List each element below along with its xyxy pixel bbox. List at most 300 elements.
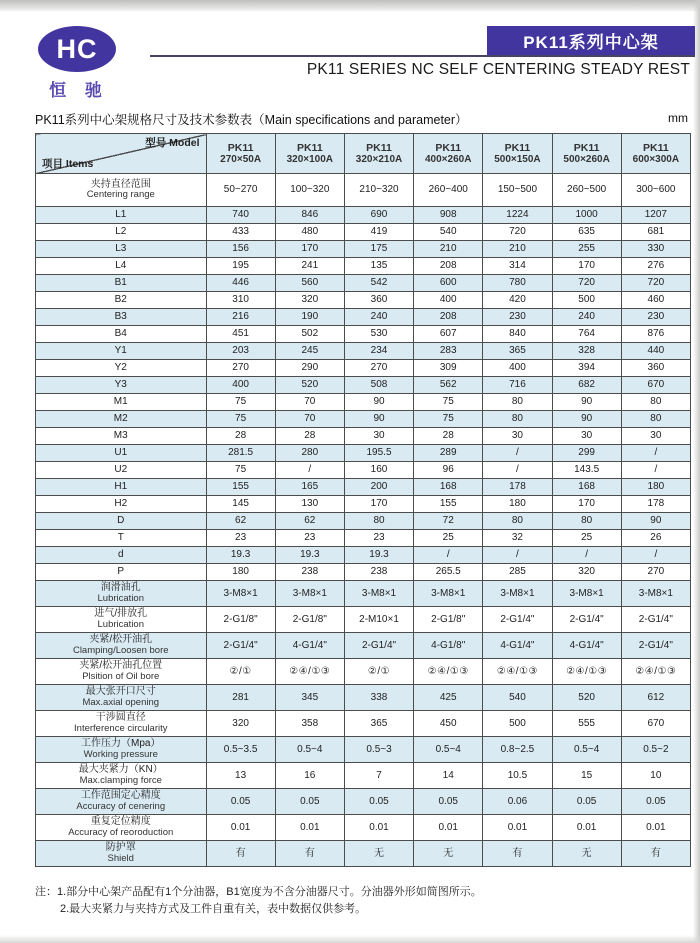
spec-value-cell: 240: [552, 309, 621, 326]
row-label-cn: 干涉圆直径: [95, 712, 146, 724]
spec-value-cell: 10.5: [483, 763, 552, 789]
spec-value-cell: 740: [206, 207, 275, 224]
spec-value-cell: 150~500: [483, 174, 552, 207]
row-label: M2: [36, 411, 207, 428]
row-label: B4: [36, 326, 207, 343]
spec-value-cell: 328: [552, 343, 621, 360]
spec-value-cell: 30: [344, 428, 413, 445]
table-row: [36, 547, 691, 564]
spec-value-cell: 155: [206, 479, 275, 496]
spec-value-cell: 3-M8×1: [621, 581, 690, 607]
spec-value-cell: ②④/①③: [621, 659, 690, 685]
spec-value-cell: 555: [552, 711, 621, 737]
spec-value-cell: 178: [483, 479, 552, 496]
spec-value-cell: 260~400: [414, 174, 483, 207]
row-label-en: Clamping/Loosen bore: [72, 644, 169, 656]
unit-label: mm: [668, 111, 688, 125]
series-subtitle: PK11 SERIES NC SELF CENTERING STEADY REST: [306, 61, 690, 78]
corner-model-label: 型号 Model: [145, 137, 200, 149]
spec-value-cell: /: [483, 462, 552, 479]
model-name: PK11: [296, 141, 323, 154]
spec-value-cell: 28: [414, 428, 483, 445]
model-column-header: [483, 134, 552, 174]
spec-value-cell: 2-M10×1: [344, 607, 413, 633]
row-label-en: Accuracy of reoroduction: [68, 826, 174, 838]
table-row: [36, 326, 691, 343]
spec-value-cell: 600: [414, 275, 483, 292]
row-label-cn: 润滑油孔: [100, 582, 141, 594]
row-label: [36, 789, 207, 815]
spec-value-cell: 446: [206, 275, 275, 292]
row-label-en: Lubrication: [97, 592, 144, 604]
spec-value-cell: 0.05: [621, 789, 690, 815]
spec-value-cell: 3-M8×1: [414, 581, 483, 607]
spec-value-cell: 30: [483, 428, 552, 445]
row-label: B2: [36, 292, 207, 309]
spec-value-cell: 682: [552, 377, 621, 394]
spec-value-cell: 3-M8×1: [206, 581, 275, 607]
spec-value-cell: 75: [414, 394, 483, 411]
spec-value-cell: 62: [275, 513, 344, 530]
row-label: T: [36, 530, 207, 547]
footnotes: [35, 884, 482, 918]
row-label-en: Shield: [107, 852, 134, 864]
row-label: P: [36, 564, 207, 581]
spec-value-cell: 有: [621, 841, 690, 867]
table-row: [36, 815, 691, 841]
table-row: [36, 763, 691, 789]
header-divider: [150, 55, 695, 57]
spec-value-cell: 70: [275, 394, 344, 411]
spec-value-cell: 562: [414, 377, 483, 394]
spec-value-cell: 145: [206, 496, 275, 513]
spec-value-cell: /: [483, 547, 552, 564]
spec-value-cell: 156: [206, 241, 275, 258]
row-label: B1: [36, 275, 207, 292]
row-label: [36, 841, 207, 867]
spec-value-cell: 170: [552, 496, 621, 513]
spec-value-cell: 508: [344, 377, 413, 394]
spec-value-cell: 14: [414, 763, 483, 789]
row-label: [36, 607, 207, 633]
model-column-header: [621, 134, 690, 174]
row-label-en: Accuracy of cenering: [76, 800, 166, 812]
spec-value-cell: 75: [206, 411, 275, 428]
model-size: 500×150A: [494, 153, 541, 165]
model-size: 320×100A: [286, 153, 334, 165]
spec-value-cell: 135: [344, 258, 413, 275]
spec-value-cell: 0.06: [483, 789, 552, 815]
row-label: Y1: [36, 343, 207, 360]
row-label-cn: 夹紧/松开油孔位置: [79, 660, 163, 672]
model-size: 600×300A: [632, 153, 680, 165]
spec-value-cell: 840: [483, 326, 552, 343]
spec-value-cell: 208: [414, 309, 483, 326]
spec-value-cell: 400: [414, 292, 483, 309]
spec-value-cell: 764: [552, 326, 621, 343]
spec-value-cell: 670: [621, 711, 690, 737]
spec-value-cell: 3-M8×1: [483, 581, 552, 607]
spec-value-cell: 720: [621, 275, 690, 292]
row-label: d: [36, 547, 207, 564]
spec-value-cell: 3-M8×1: [275, 581, 344, 607]
spec-value-cell: 96: [414, 462, 483, 479]
spec-value-cell: 320: [552, 564, 621, 581]
spec-value-cell: 2-G1/4": [483, 607, 552, 633]
spec-value-cell: 338: [344, 685, 413, 711]
spec-value-cell: 281.5: [206, 445, 275, 462]
table-row: [36, 685, 691, 711]
spec-value-cell: 32: [483, 530, 552, 547]
spec-value-cell: 1207: [621, 207, 690, 224]
table-row: [36, 275, 691, 292]
row-label-en: Centering range: [86, 189, 155, 201]
table-row: [36, 428, 691, 445]
spec-value-cell: 16: [275, 763, 344, 789]
spec-value-cell: 0.5~4: [552, 737, 621, 763]
spec-value-cell: 234: [344, 343, 413, 360]
spec-value-cell: /: [414, 547, 483, 564]
spec-value-cell: 908: [414, 207, 483, 224]
spec-value-cell: 80: [621, 411, 690, 428]
spec-value-cell: ②/①: [344, 659, 413, 685]
spec-value-cell: 309: [414, 360, 483, 377]
spec-value-cell: 358: [275, 711, 344, 737]
spec-value-cell: 4-G1/4": [483, 633, 552, 659]
spec-value-cell: 130: [275, 496, 344, 513]
spec-value-cell: 7: [344, 763, 413, 789]
spec-value-cell: 90: [344, 394, 413, 411]
spec-value-cell: 520: [552, 685, 621, 711]
spec-value-cell: 540: [414, 224, 483, 241]
spec-value-cell: 80: [344, 513, 413, 530]
row-label: [36, 685, 207, 711]
spec-value-cell: 210: [483, 241, 552, 258]
spec-value-cell: 285: [483, 564, 552, 581]
spec-value-cell: 300~600: [621, 174, 690, 207]
spec-value-cell: 0.5~4: [414, 737, 483, 763]
table-row: [36, 789, 691, 815]
logo-chinese-name: 恒 驰: [49, 81, 109, 100]
footnote-2: 2.最大夹紧力与夹持方式及工件自重有关，表中数据仅供参考。: [60, 903, 367, 916]
spec-value-cell: /: [275, 462, 344, 479]
spec-value-cell: 360: [621, 360, 690, 377]
spec-value-cell: 180: [621, 479, 690, 496]
row-label: L2: [36, 224, 207, 241]
row-label-en: Interference circularity: [74, 722, 168, 734]
spec-value-cell: 2-G1/4": [621, 633, 690, 659]
row-label: L1: [36, 207, 207, 224]
spec-value-cell: 450: [414, 711, 483, 737]
spec-value-cell: 0.5~3: [344, 737, 413, 763]
row-label: [36, 763, 207, 789]
spec-value-cell: 180: [206, 564, 275, 581]
spec-value-cell: 0.01: [552, 815, 621, 841]
scan-edge-right: [693, 0, 700, 943]
spec-value-cell: 607: [414, 326, 483, 343]
spec-value-cell: 30: [552, 428, 621, 445]
spec-value-cell: 330: [621, 241, 690, 258]
scan-edge-bottom: [0, 935, 700, 943]
spec-value-cell: 540: [483, 685, 552, 711]
row-label: [36, 815, 207, 841]
row-label-en: Lubrication: [97, 618, 144, 630]
spec-value-cell: 19.3: [275, 547, 344, 564]
spec-value-cell: 365: [344, 711, 413, 737]
table-row: [36, 479, 691, 496]
table-row: [36, 711, 691, 737]
spec-value-cell: 无: [552, 841, 621, 867]
spec-value-cell: 289: [414, 445, 483, 462]
spec-value-cell: /: [621, 445, 690, 462]
spec-value-cell: 530: [344, 326, 413, 343]
spec-value-cell: 13: [206, 763, 275, 789]
spec-value-cell: 1224: [483, 207, 552, 224]
spec-value-cell: 2-G1/4": [621, 607, 690, 633]
scan-edge-top: [0, 0, 700, 11]
spec-table: [35, 133, 691, 867]
spec-value-cell: 314: [483, 258, 552, 275]
model-name: PK11: [227, 141, 254, 154]
table-row: [36, 496, 691, 513]
spec-value-cell: 165: [275, 479, 344, 496]
spec-value-cell: 612: [621, 685, 690, 711]
row-label-en: Working pressure: [83, 748, 158, 760]
row-label: [36, 711, 207, 737]
spec-value-cell: 80: [483, 513, 552, 530]
spec-value-cell: 283: [414, 343, 483, 360]
spec-value-cell: 310: [206, 292, 275, 309]
spec-value-cell: /: [483, 445, 552, 462]
spec-value-cell: 170: [275, 241, 344, 258]
spec-value-cell: 90: [552, 411, 621, 428]
table-row: [36, 343, 691, 360]
spec-value-cell: 345: [275, 685, 344, 711]
spec-value-cell: 433: [206, 224, 275, 241]
spec-value-cell: 0.5~3.5: [206, 737, 275, 763]
spec-value-cell: 451: [206, 326, 275, 343]
model-column-header: [206, 134, 275, 174]
table-row: [36, 581, 691, 607]
spec-value-cell: 25: [414, 530, 483, 547]
spec-value-cell: 155: [414, 496, 483, 513]
spec-value-cell: 260~500: [552, 174, 621, 207]
table-row: [36, 659, 691, 685]
spec-value-cell: 846: [275, 207, 344, 224]
row-label: M3: [36, 428, 207, 445]
spec-value-cell: 238: [344, 564, 413, 581]
spec-value-cell: ②/①: [206, 659, 275, 685]
spec-value-cell: 290: [275, 360, 344, 377]
table-row: [36, 607, 691, 633]
spec-value-cell: 635: [552, 224, 621, 241]
row-label: H2: [36, 496, 207, 513]
spec-value-cell: 19.3: [344, 547, 413, 564]
row-label-cn: 工作范围定心精度: [80, 790, 161, 802]
spec-value-cell: 542: [344, 275, 413, 292]
spec-value-cell: ②④/①③: [414, 659, 483, 685]
spec-value-cell: 394: [552, 360, 621, 377]
spec-value-cell: 19.3: [206, 547, 275, 564]
spec-value-cell: 0.5~2: [621, 737, 690, 763]
spec-value-cell: 178: [621, 496, 690, 513]
spec-value-cell: 23: [206, 530, 275, 547]
spec-value-cell: 460: [621, 292, 690, 309]
row-label: [36, 659, 207, 685]
spec-value-cell: 255: [552, 241, 621, 258]
spec-value-cell: 2-G1/8": [414, 607, 483, 633]
spec-value-cell: 276: [621, 258, 690, 275]
spec-value-cell: 3-M8×1: [344, 581, 413, 607]
spec-value-cell: 0.05: [206, 789, 275, 815]
spec-value-cell: 0.05: [552, 789, 621, 815]
spec-value-cell: 281: [206, 685, 275, 711]
spec-value-cell: ②④/①③: [483, 659, 552, 685]
spec-value-cell: 502: [275, 326, 344, 343]
spec-value-cell: 无: [344, 841, 413, 867]
spec-value-cell: 238: [275, 564, 344, 581]
model-column-header: [552, 134, 621, 174]
spec-value-cell: 241: [275, 258, 344, 275]
spec-value-cell: 208: [414, 258, 483, 275]
spec-value-cell: 23: [275, 530, 344, 547]
model-column-header: [275, 134, 344, 174]
spec-value-cell: 2-G1/8": [206, 607, 275, 633]
row-label-cn: 防护罩: [105, 842, 136, 854]
model-name: PK11: [435, 141, 462, 154]
spec-value-cell: 500: [552, 292, 621, 309]
spec-value-cell: 400: [206, 377, 275, 394]
spec-value-cell: 无: [414, 841, 483, 867]
spec-value-cell: 100~320: [275, 174, 344, 207]
spec-value-cell: 143.5: [552, 462, 621, 479]
spec-value-cell: 876: [621, 326, 690, 343]
model-name: PK11: [366, 141, 392, 154]
company-logo: [38, 26, 116, 72]
spec-value-cell: 4-G1/4": [275, 633, 344, 659]
row-label: [36, 581, 207, 607]
spec-value-cell: 0.05: [344, 789, 413, 815]
spec-value-cell: 320: [206, 711, 275, 737]
spec-value-cell: 480: [275, 224, 344, 241]
spec-value-cell: 175: [344, 241, 413, 258]
table-row: [36, 633, 691, 659]
table-row: [36, 530, 691, 547]
table-row: [36, 258, 691, 275]
spec-value-cell: 720: [483, 224, 552, 241]
spec-value-cell: 168: [414, 479, 483, 496]
spec-value-cell: 15: [552, 763, 621, 789]
spec-value-cell: 690: [344, 207, 413, 224]
spec-value-cell: 500: [483, 711, 552, 737]
spec-value-cell: 72: [414, 513, 483, 530]
spec-value-cell: 216: [206, 309, 275, 326]
series-badge: PK11系列中心架: [487, 26, 695, 55]
spec-value-cell: 0.5~4: [275, 737, 344, 763]
spec-value-cell: 2-G1/4": [206, 633, 275, 659]
spec-value-cell: 有: [483, 841, 552, 867]
spec-value-cell: 75: [206, 394, 275, 411]
spec-value-cell: 4-G1/8": [414, 633, 483, 659]
table-row: [36, 207, 691, 224]
spec-value-cell: 195: [206, 258, 275, 275]
spec-value-cell: 780: [483, 275, 552, 292]
spec-value-cell: 320: [275, 292, 344, 309]
spec-value-cell: 30: [621, 428, 690, 445]
footnote-prefix: 注：: [35, 886, 57, 898]
spec-value-cell: 26: [621, 530, 690, 547]
spec-value-cell: 有: [206, 841, 275, 867]
row-label: Y3: [36, 377, 207, 394]
spec-value-cell: 1000: [552, 207, 621, 224]
spec-value-cell: 210~320: [344, 174, 413, 207]
spec-value-cell: 90: [552, 394, 621, 411]
model-column-header: [414, 134, 483, 174]
spec-value-cell: ②④/①③: [552, 659, 621, 685]
model-size: 400×260A: [425, 153, 472, 165]
row-label-en: Max.clamping force: [79, 774, 162, 786]
spec-value-cell: 270: [206, 360, 275, 377]
table-row: [36, 564, 691, 581]
row-label-cn: 最大夹紧力（KN）: [78, 764, 163, 776]
spec-value-cell: 245: [275, 343, 344, 360]
spec-value-cell: 2-G1/4": [344, 633, 413, 659]
spec-value-cell: 23: [344, 530, 413, 547]
model-name: PK11: [573, 141, 600, 154]
spec-value-cell: 170: [552, 258, 621, 275]
row-label: L4: [36, 258, 207, 275]
spec-value-cell: 0.05: [275, 789, 344, 815]
row-label: [36, 633, 207, 659]
spec-table-container: [35, 133, 691, 867]
spec-value-cell: 80: [483, 394, 552, 411]
spec-value-cell: 299: [552, 445, 621, 462]
table-row: [36, 841, 691, 867]
row-label-cn: 夹紧/松开油孔: [89, 634, 153, 646]
spec-value-cell: 440: [621, 343, 690, 360]
table-row: [36, 737, 691, 763]
spec-value-cell: 425: [414, 685, 483, 711]
row-label: D: [36, 513, 207, 530]
spec-value-cell: 670: [621, 377, 690, 394]
spec-value-cell: 62: [206, 513, 275, 530]
row-label-cn: 工作压力（Mpa）: [81, 738, 161, 750]
row-label: B3: [36, 309, 207, 326]
table-row: [36, 174, 691, 207]
spec-value-cell: 0.01: [483, 815, 552, 841]
spec-value-cell: 3-M8×1: [552, 581, 621, 607]
row-label-cn: 进气/排放孔: [94, 608, 148, 620]
spec-value-cell: 0.01: [621, 815, 690, 841]
spec-value-cell: 270: [344, 360, 413, 377]
spec-value-cell: /: [621, 462, 690, 479]
spec-value-cell: 75: [414, 411, 483, 428]
spec-value-cell: 240: [344, 309, 413, 326]
model-name: PK11: [504, 141, 531, 154]
footnote-1: 注：1.部分中心架产品配有1个分油器，B1宽度为不含分油器尺寸。分油器外形如简图所示。: [35, 886, 482, 898]
spec-value-cell: 0.01: [414, 815, 483, 841]
spec-value-cell: /: [552, 547, 621, 564]
row-label: H1: [36, 479, 207, 496]
logo-hc-text: HC: [56, 33, 98, 64]
spec-value-cell: 230: [621, 309, 690, 326]
model-size: 320×210A: [355, 153, 403, 165]
table-row: [36, 360, 691, 377]
table-header-row: [36, 134, 691, 174]
spec-value-cell: 0.01: [344, 815, 413, 841]
spec-value-cell: 28: [275, 428, 344, 445]
model-name: PK11: [643, 141, 669, 154]
